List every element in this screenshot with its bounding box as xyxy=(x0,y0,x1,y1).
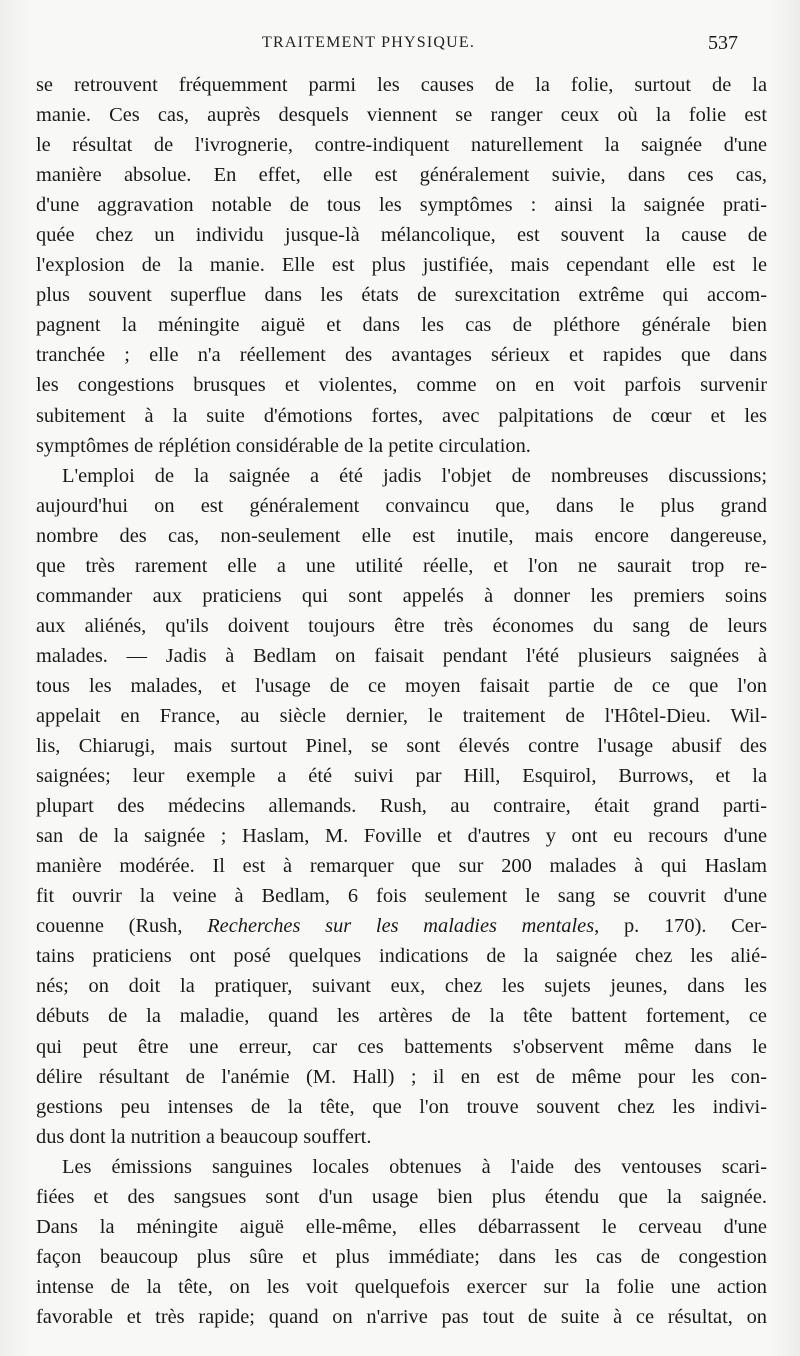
text-line: plupart des médecins allemands. Rush, au contraire, était grand parti- xyxy=(36,795,767,818)
text-line: délire résultant de l'anémie (M. Hall) ; il en est de même pour les con- xyxy=(36,1065,767,1088)
text-line-citation xyxy=(36,911,767,941)
text-line: quée chez un individu jusque-là mélancolique, est souvent la cause de xyxy=(36,224,767,247)
text-line: nombre des cas, non-seulement elle est inutile, mais encore dangereuse, xyxy=(36,524,767,547)
text-line: tranchée ; elle n'a réellement des avantages sérieux et rapides que dans xyxy=(36,344,767,367)
text-line: tous les malades, et l'usage de ce moyen faisait partie de ce que l'on xyxy=(36,674,767,697)
text-line: intense de la tête, on les voit quelquefois exercer sur la folie une action xyxy=(36,1275,767,1298)
text-line: d'une aggravation notable de tous les symptômes : ainsi la saignée prati- xyxy=(36,194,767,217)
text-line: dus dont la nutrition a beaucoup souffert. xyxy=(36,1125,372,1148)
text-line: fit ouvrir la veine à Bedlam, 6 fois seulement le sang se couvrit d'une xyxy=(36,885,767,908)
text-line: façon beaucoup plus sûre et plus immédiate; dans les cas de congestion xyxy=(36,1245,767,1268)
citation-prefix: couenne (Rush, xyxy=(36,915,208,938)
text-line: aux aliénés, qu'ils doivent toujours être très économes du sang de leurs xyxy=(36,614,767,637)
text-line: l'explosion de la manie. Elle est plus justifiée, mais cependant elle est le xyxy=(36,254,767,277)
text-line: symptômes de réplétion considérable de la petite circulation. xyxy=(36,434,531,457)
text-line: gestions peu intenses de la tête, que l'on trouve souvent chez les indivi- xyxy=(36,1095,767,1118)
text-line: plus souvent superflue dans les états de surexcitation extrême qui accom- xyxy=(36,284,767,307)
text-line: manière absolue. En effet, elle est généralement suivie, dans ces cas, xyxy=(36,164,767,187)
text-line: manie. Ces cas, auprès desquels viennent se ranger ceux où la folie est xyxy=(36,104,767,127)
text-line: qui peut être une erreur, car ces battements s'observent même dans le xyxy=(36,1035,767,1058)
text-line: nés; on doit la pratiquer, suivant eux, chez les sujets jeunes, dans les xyxy=(36,975,767,998)
text-line: pagnent la méningite aiguë et dans les cas de pléthore générale bien xyxy=(36,314,767,337)
text-line: lis, Chiarugi, mais surtout Pinel, se sont élevés contre l'usage abusif des xyxy=(36,735,767,758)
text-line: tains praticiens ont posé quelques indications de la saignée chez les alié- xyxy=(36,945,767,968)
text-line: les congestions brusques et violentes, comme on en voit parfois survenir xyxy=(36,374,767,397)
paragraph-start: Les émissions sanguines locales obtenues à l'aide des ventouses scari- xyxy=(62,1155,767,1178)
paragraph-start: L'emploi de la saignée a été jadis l'objet de nombreuses discussions; xyxy=(62,464,767,487)
running-title: TRAITEMENT PHYSIQUE. xyxy=(262,34,476,51)
text-line: saignées; leur exemple a été suivi par Hill, Esquirol, Burrows, et la xyxy=(36,765,767,788)
text-line: Dans la méningite aiguë elle-même, elles débarrassent le cerveau d'une xyxy=(36,1215,767,1238)
text-line: que très rarement elle a une utilité réelle, et l'on ne saurait trop re- xyxy=(36,554,767,577)
running-header xyxy=(0,34,800,58)
text-line: se retrouvent fréquemment parmi les causes de la folie, surtout de la xyxy=(36,74,767,96)
text-line: manière modérée. Il est à remarquer que sur 200 malades à qui Haslam xyxy=(36,855,767,878)
text-line: malades. — Jadis à Bedlam on faisait pendant l'été plusieurs saignées à xyxy=(36,644,767,667)
text-line: débuts de la maladie, quand les artères de la tête battent fortement, ce xyxy=(36,1005,767,1028)
citation-title: Recherches sur les maladies mentales xyxy=(207,915,595,938)
page-number: 537 xyxy=(708,32,738,54)
body-text xyxy=(36,70,767,1332)
text-line: aujourd'hui on est généralement convaincu que, dans le plus grand xyxy=(36,494,767,517)
text-line: le résultat de l'ivrognerie, contre-indiquent naturellement la saignée d'une xyxy=(36,134,767,157)
citation-suffix: , p. 170). Cer- xyxy=(594,915,767,938)
text-line: appelait en France, au siècle dernier, le traitement de l'Hôtel-Dieu. Wil- xyxy=(36,704,767,727)
text-line: fiées et des sangsues sont d'un usage bien plus étendu que la saignée. xyxy=(36,1185,767,1208)
text-line: commander aux praticiens qui sont appelés à donner les premiers soins xyxy=(36,584,767,607)
text-line: favorable et très rapide; quand on n'arrive pas tout de suite à ce résultat, on xyxy=(36,1305,767,1328)
text-line: san de la saignée ; Haslam, M. Foville et d'autres y ont eu recours d'une xyxy=(36,825,767,848)
text-line: subitement à la suite d'émotions fortes, avec palpitations de cœur et les xyxy=(36,404,767,427)
